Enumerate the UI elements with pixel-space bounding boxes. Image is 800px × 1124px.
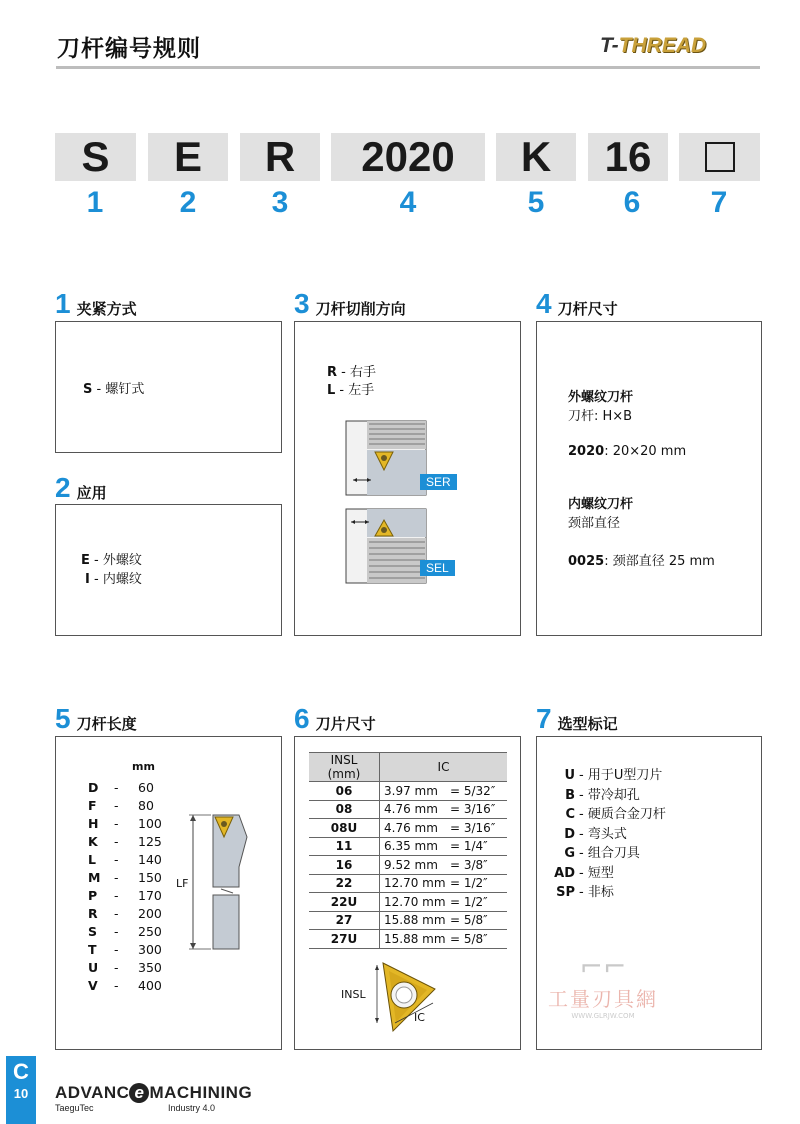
- table-row: [309, 782, 507, 801]
- code-box-4: 2020: [331, 133, 485, 181]
- application-text: 内螺纹: [102, 572, 142, 587]
- length-value: 60: [138, 780, 154, 795]
- size-value: : 20×20 mm: [604, 444, 687, 459]
- sel-holder-diagram: [345, 508, 427, 584]
- code-number-1: 1: [86, 186, 104, 219]
- length-code: T: [88, 942, 97, 957]
- code-letter: I: [85, 572, 90, 587]
- length-value: 100: [138, 816, 162, 831]
- section-title: 夹紧方式: [76, 300, 137, 318]
- code-box-6: 16: [588, 133, 668, 181]
- insl-cell: 16: [309, 856, 380, 875]
- page-number: 10: [13, 1086, 29, 1101]
- application-item: [85, 570, 142, 589]
- mark-code: C: [565, 807, 575, 822]
- application-panel: [55, 504, 282, 636]
- length-value: 80: [138, 798, 154, 813]
- length-row: [88, 905, 162, 923]
- ic-cell: [380, 874, 508, 893]
- ser-holder-diagram: [345, 420, 427, 496]
- length-code: U: [88, 960, 99, 975]
- section-5-heading: [55, 705, 137, 733]
- length-row: [88, 797, 162, 815]
- code-number-4: 4: [399, 186, 417, 219]
- mark-text: 非标: [587, 885, 614, 900]
- dash: -: [579, 787, 588, 803]
- logo-e-icon: e: [129, 1083, 149, 1103]
- length-row: [88, 869, 162, 887]
- mark-code: U: [564, 768, 575, 783]
- direction-item: [327, 381, 374, 400]
- ic-mm: 12.70 mm: [384, 876, 446, 891]
- length-code: D: [88, 780, 99, 795]
- code-box-5: K: [496, 133, 576, 181]
- section-title: 选型标记: [557, 715, 618, 733]
- ser-tag: SER: [420, 474, 457, 490]
- ic-inch: = 3/16″: [450, 820, 496, 835]
- lf-label: LF: [176, 877, 189, 890]
- length-row: [88, 851, 162, 869]
- section-number: 3: [294, 288, 310, 319]
- ic-mm: 15.88 mm: [384, 913, 446, 928]
- section-number: 7: [536, 703, 552, 734]
- selection-item: [551, 825, 666, 845]
- watermark-text: 工量刃具網: [548, 987, 658, 1011]
- section-number: 2: [55, 472, 71, 503]
- dash: -: [114, 960, 119, 975]
- brand-name: THREAD: [618, 34, 707, 57]
- separator: -: [337, 365, 350, 380]
- code-letter: R: [327, 365, 338, 380]
- unit-label: mm: [132, 760, 155, 773]
- separator: -: [92, 382, 106, 397]
- watermark: [538, 950, 668, 1020]
- insl-cell: 06: [309, 782, 380, 801]
- dash: -: [114, 834, 119, 849]
- insl-cell: 27U: [309, 930, 380, 949]
- length-value: 150: [138, 870, 162, 885]
- section-title: 刀杆尺寸: [557, 300, 618, 318]
- length-code: S: [88, 924, 98, 939]
- code-letter: L: [327, 383, 336, 398]
- direction-text: 右手: [349, 365, 376, 380]
- length-code: P: [88, 888, 98, 903]
- selection-item: [551, 805, 666, 825]
- table-row: [309, 874, 507, 893]
- mark-code: AD: [554, 865, 575, 881]
- ic-label: IC: [414, 1011, 425, 1024]
- direction-item: [327, 363, 376, 382]
- ic-cell: [380, 782, 508, 801]
- selection-item: [551, 864, 666, 884]
- length-row: [88, 923, 162, 941]
- ic-cell: [380, 893, 508, 912]
- table-row: [309, 819, 507, 838]
- length-value: 200: [138, 906, 162, 921]
- ic-mm: 9.52 mm: [384, 857, 438, 872]
- dash: -: [114, 924, 119, 939]
- column-header-ic: IC: [380, 753, 508, 782]
- section-7-heading: [536, 705, 618, 733]
- length-row: [88, 815, 162, 833]
- brand-prefix: T-: [600, 34, 619, 57]
- ic-inch: = 3/8″: [450, 857, 488, 872]
- direction-text: 左手: [348, 383, 375, 398]
- dash: -: [114, 870, 119, 885]
- dash: -: [114, 852, 119, 867]
- mark-code: G: [564, 846, 575, 861]
- dash: -: [114, 780, 119, 795]
- cutting-direction-panel: [294, 321, 521, 636]
- code-box-7: [679, 133, 760, 181]
- section-title: 刀杆切削方向: [315, 300, 406, 318]
- footer-company: TaeguTec: [55, 1103, 94, 1113]
- section-title: 应用: [76, 484, 107, 502]
- section-number: 1: [55, 288, 71, 319]
- code-number-2: 2: [179, 186, 197, 219]
- ic-cell: [380, 930, 508, 949]
- size-value: : 颈部直径 25 mm: [604, 554, 715, 569]
- insert-diagram: [365, 959, 455, 1039]
- external-holder-example: [568, 442, 686, 461]
- selection-item: [551, 786, 666, 806]
- length-value: 140: [138, 852, 162, 867]
- ic-cell: [380, 837, 508, 856]
- logo-part: MACHINING: [149, 1083, 253, 1102]
- mark-text: 带冷却孔: [587, 787, 640, 803]
- mark-text: 组合刀具: [587, 846, 640, 861]
- separator: -: [89, 572, 103, 587]
- ic-inch: = 5/8″: [450, 913, 488, 928]
- selection-item: [551, 844, 666, 864]
- section-title: 刀杆长度: [76, 715, 137, 733]
- length-code: M: [88, 870, 101, 885]
- internal-holder-title: 内螺纹刀杆: [568, 497, 634, 512]
- ic-inch: = 1/2″: [450, 894, 488, 909]
- length-row: [88, 941, 162, 959]
- insl-label: INSL: [341, 988, 366, 1001]
- clamping-text: 螺钉式: [105, 382, 145, 397]
- length-value: 400: [138, 978, 162, 993]
- length-row: [88, 977, 162, 995]
- length-value: 250: [138, 924, 162, 939]
- empty-square-icon: [705, 142, 735, 172]
- length-value: 350: [138, 960, 162, 975]
- section-number: 6: [294, 703, 310, 734]
- length-code: K: [88, 834, 98, 849]
- internal-holder-desc: 颈部直径: [568, 516, 621, 531]
- separator: -: [89, 553, 103, 568]
- length-value: 300: [138, 942, 162, 957]
- header-divider: [56, 66, 760, 69]
- ic-mm: 12.70 mm: [384, 894, 446, 909]
- table-row: [309, 856, 507, 875]
- dash: -: [114, 816, 119, 831]
- mark-text: 弯头式: [587, 826, 627, 842]
- length-list: [88, 779, 162, 995]
- dash: -: [579, 885, 588, 900]
- footer-tagline: Industry 4.0: [167, 1103, 215, 1113]
- dash: -: [114, 978, 119, 993]
- page-title: 刀杆编号规则: [57, 36, 201, 62]
- insert-size-panel: [294, 736, 521, 1050]
- ic-mm: 4.76 mm: [384, 820, 438, 835]
- code-value: 2020: [568, 444, 605, 459]
- length-holder-diagram: [181, 807, 261, 1022]
- table-row: [309, 911, 507, 930]
- application-text: 外螺纹: [102, 553, 142, 568]
- application-item: [81, 551, 142, 570]
- code-number-5: 5: [527, 186, 545, 219]
- watermark-url: WWW.GLRJW.COM: [571, 1012, 635, 1020]
- dash: -: [579, 807, 588, 822]
- length-code: F: [88, 798, 97, 813]
- holder-length-panel: [55, 736, 282, 1050]
- dash: -: [579, 846, 588, 861]
- insl-cell: 22: [309, 874, 380, 893]
- ic-cell: [380, 856, 508, 875]
- column-header-insl: INSL (mm): [309, 753, 380, 782]
- holder-size-panel: [536, 321, 762, 636]
- section-2-heading: [55, 474, 107, 502]
- code-box-1: S: [55, 133, 136, 181]
- selection-list: [551, 766, 666, 903]
- section-4-heading: [536, 290, 618, 318]
- section-1-heading: [55, 290, 137, 318]
- ic-mm: 15.88 mm: [384, 931, 446, 946]
- table-row: [309, 800, 507, 819]
- dash: -: [114, 906, 119, 921]
- insl-cell: 08U: [309, 819, 380, 838]
- mark-text: 硬质合金刀杆: [587, 807, 666, 822]
- section-number: 5: [55, 703, 71, 734]
- code-number-3: 3: [271, 186, 289, 219]
- code-number-7: 7: [710, 186, 728, 219]
- length-code: R: [88, 906, 98, 921]
- insl-cell: 27: [309, 911, 380, 930]
- footer-logo: [55, 1083, 252, 1113]
- code-letter: S: [83, 382, 93, 397]
- logo-part: ADVANC: [55, 1083, 130, 1102]
- insert-size-table: [309, 752, 507, 949]
- dash: -: [579, 768, 588, 783]
- length-row: [88, 959, 162, 977]
- code-box-3: R: [240, 133, 320, 181]
- dash: -: [114, 798, 119, 813]
- section-number: 4: [536, 288, 552, 319]
- length-code: L: [88, 852, 96, 867]
- chapter-tab: [6, 1056, 36, 1124]
- chapter-letter: C: [13, 1059, 29, 1084]
- ic-inch: = 3/16″: [450, 802, 496, 817]
- ic-inch: = 5/32″: [450, 783, 496, 798]
- dash: -: [114, 942, 119, 957]
- ic-inch: = 1/2″: [450, 876, 488, 891]
- ic-mm: 4.76 mm: [384, 802, 438, 817]
- code-value: 0025: [568, 554, 605, 569]
- code-letter: E: [81, 553, 90, 568]
- dash: -: [579, 865, 588, 881]
- mark-code: B: [565, 787, 575, 803]
- length-code: H: [88, 816, 99, 831]
- length-value: 170: [138, 888, 162, 903]
- length-row: [88, 833, 162, 851]
- length-row: [88, 779, 162, 797]
- ic-cell: [380, 819, 508, 838]
- clamping-panel: [55, 321, 282, 453]
- insl-cell: 22U: [309, 893, 380, 912]
- dash: -: [579, 826, 588, 842]
- mark-code: D: [564, 826, 575, 842]
- mark-code: SP: [556, 885, 575, 900]
- ic-cell: [380, 911, 508, 930]
- sel-tag: SEL: [420, 560, 455, 576]
- separator: -: [335, 383, 349, 398]
- insl-cell: 08: [309, 800, 380, 819]
- ic-mm: 6.35 mm: [384, 839, 438, 854]
- selection-item: [551, 766, 666, 786]
- insl-cell: 11: [309, 837, 380, 856]
- length-row: [88, 887, 162, 905]
- dash: -: [114, 888, 119, 903]
- code-number-6: 6: [623, 186, 641, 219]
- ic-inch: = 1/4″: [450, 839, 488, 854]
- watermark-logo-icon: ⌐⌐: [579, 950, 627, 983]
- selection-item: [551, 883, 666, 903]
- length-code: V: [88, 978, 98, 993]
- internal-holder-example: [568, 552, 715, 571]
- length-value: 125: [138, 834, 162, 849]
- external-holder-title: 外螺纹刀杆: [568, 390, 634, 405]
- clamping-item: [83, 380, 144, 399]
- table-header-row: [309, 753, 507, 782]
- table-row: [309, 893, 507, 912]
- section-6-heading: [294, 705, 376, 733]
- brand-logo: [600, 34, 706, 58]
- mark-text: 短型: [587, 865, 614, 881]
- mark-text: 用于U型刀片: [587, 768, 663, 783]
- code-box-2: E: [148, 133, 228, 181]
- external-holder-desc: 刀杆: H×B: [568, 409, 633, 424]
- section-3-heading: [294, 290, 406, 318]
- section-title: 刀片尺寸: [315, 715, 376, 733]
- table-row: [309, 930, 507, 949]
- ic-inch: = 5/8″: [450, 931, 488, 946]
- ic-mm: 3.97 mm: [384, 783, 438, 798]
- ic-cell: [380, 800, 508, 819]
- table-row: [309, 837, 507, 856]
